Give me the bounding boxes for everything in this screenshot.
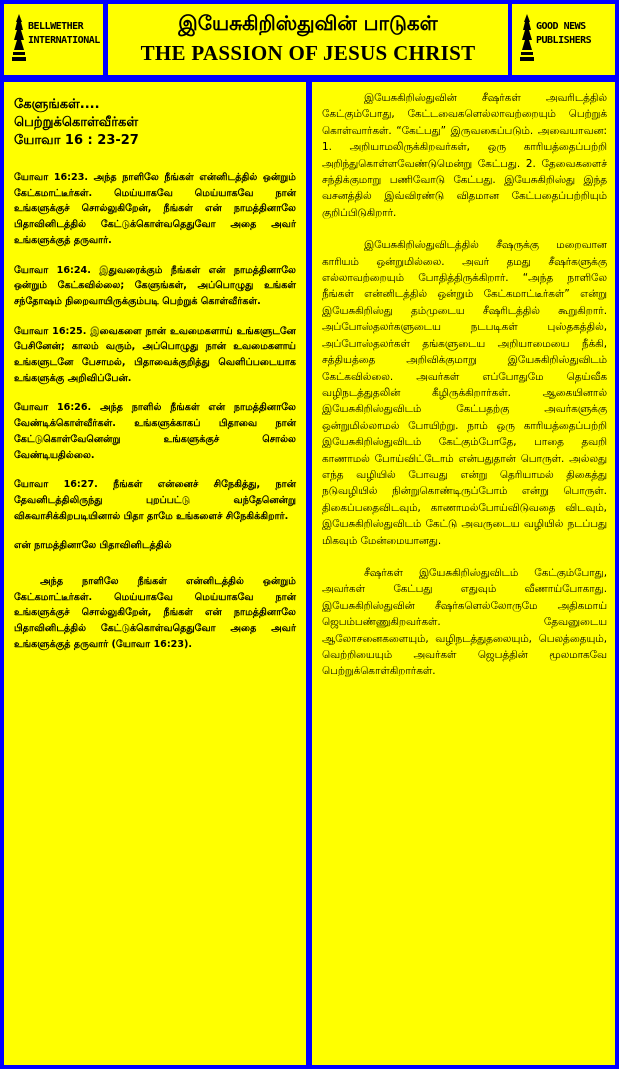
verse-16-26: யோவா 16:26. அந்த நாளில் நீங்கள் என் நாமத்தினாலே வேண்டிக்கொள்வீர்கள். உங்களுக்காகப் பிதாவை நான் கேட்டுகொள்வேனென்று உங்களுக்குச் சொல்ல வேண்டியதில்லை. xyxy=(14,402,296,461)
left-column xyxy=(4,82,306,1065)
bellwether-logo-icon xyxy=(12,14,26,62)
heading-line-2: பெற்றுக்கொள்வீர்கள் xyxy=(14,115,139,130)
good-news-logo-text xyxy=(536,20,591,48)
closing-verse: அந்த நாளிலே நீங்கள் என்னிடத்தில் ஒன்றும் கேட்கமாட்டீர்கள். மெய்யாகவே மெய்யாகவே நான் உங்களுக்குச் சொல்லுகிறேன், நீங்கள் என் நாமத்தினாலே பிதாவினிடத்தில் கேட்டுக்கொள்வதெதுவோ அதை அவர் உங்களுக்குத் தருவார் (யோவா 16:23). xyxy=(14,576,296,650)
tamil-title: இயேசுகிறிஸ்துவின் பாடுகள் xyxy=(178,11,438,35)
title-box xyxy=(108,4,508,75)
heading-reference: யோவா 16 : 23-27 xyxy=(14,133,139,148)
good-news-logo-box xyxy=(512,4,615,75)
english-title: THE PASSION OF JESUS CHRIST xyxy=(140,41,476,65)
good-news-logo-icon xyxy=(520,14,534,62)
commentary-paragraph-3: சீஷர்கள் இயேசுகிறிஸ்துவிடம் கேட்கும்போது, அவர்கள் கேட்பது எதுவும் வீணாய்போகாது. இயேசுகிறிஸ்துவின் சீஷர்களெல்லோருமே அதிகமாய் ஜெபம்பண்ணுகிறவர்கள். தேவனுடைய ஆலோசனைகளையும், வழிநடத்துதலையும், பெலத்தையும், வெற்றியையும் அவர்கள் ஜெபத்தின் மூலமாகவே பெற்றுக்கொள்கிறார்கள். xyxy=(322,566,607,678)
verse-16-24: யோவா 16:24. இதுவரைக்கும் நீங்கள் என் நாமத்தினாலே ஒன்றும் கேட்கவில்லை; கேளுங்கள், அப்பொழுது உங்கள் சந்தோஷம் நிறைவாயிருக்கும்படி பெற்றுக் கொள்வீர்கள். xyxy=(14,264,296,307)
verse-16-23: யோவா 16:23. அந்த நாளிலே நீங்கள் என்னிடத்தில் ஒன்றும் கேட்கமாட்டீர்கள். மெய்யாகவே மெய்யாகவே நான் உங்களுக்குச் சொல்லுகிறேன், நீங்கள் என் நாமத்தினாலே பிதாவினிடத்தில் கேட்டுக்கொள்வதெதுவோ அதை அவர் உங்களுக்குத் தருவார். xyxy=(14,172,296,246)
subheading: என் நாமத்தினாலே பிதாவினிடத்தில் xyxy=(14,540,172,552)
right-logo-line-2: PUBLISHERS xyxy=(536,35,592,46)
verse-16-27: யோவா 16:27. நீங்கள் என்னைச் சிநேகித்து, நான் தேவனிடத்திலிருந்து புறப்பட்டு வந்தேனென்று விசுவாசிக்கிறபடியினால் பிதா தாமே உங்களைச் சிநேகிக்கிறார். xyxy=(14,479,296,522)
bellwether-logo-text xyxy=(28,20,100,48)
commentary-paragraph-2: இயேசுகிறிஸ்துவிடத்தில் சீஷருக்கு மறைவான காரியம் ஒன்றுமில்லை. அவர் தமது சீஷர்களுக்கு எல்லாவற்றையும் போதித்திருக்கிறார். “அந்த நாளிலே நீங்கள் என்னிடத்தில் ஒன்றும் கேட்கமாட்டீர்கள்” என்று இயேசுகிறிஸ்து தம்முடைய சீஷரிடத்தில் கூறுகிறார். அப்போஸ்தலர்களுடைய நடபடிகள் புஸ்தகத்தில், அப்போஸ்தலர்கள் தங்களுடைய அறியாமையை நீக்கி, சத்தியத்தை அறிவிக்குமாறு இயேசுகிறிஸ்துவிடம் கேட்கவில்லை. அவர்கள் எப்போதுமே தெய்வீக வழிநடத்துதலின் கீழிருக்கிறார்கள். ஆகையினால் இயேசுகிறிஸ்துவிடம் கேட்பதற்கு அவர்களுக்கு ஒன்றுமில்லாமல் போயிற்று. நாம் ஒரு காரியத்தைப்பற்றி இயேசுகிறிஸ்துவிடம் கேட்கும்போதே, பாதை தவறி காணாமல் போய்விட்டோம் என்பதுதான் பொருள். அல்லது எந்த வழியில் போவது என்று தெரியாமல் திகைத்து நடுவழியில் நின்றுகொண்டிருப்போம் என்று பொருள். திகைப்பதைவிடவும், காணாமல்போய்விடுவதை விடவும், இயேசுகிறிஸ்துவிடம் கேட்டு அவருடைய வழியில் நடப்பது மிகவும் மேன்மையானது. xyxy=(322,239,607,547)
left-logo-line-1: BELLWETHER xyxy=(28,21,84,32)
commentary-paragraph-1: இயேசுகிறிஸ்துவின் சீஷர்கள் அவரிடத்தில் கேட்கும்போது, கேட்டவைகளெல்லாவற்றையும் பெற்றுக் கொள்வார்கள். “கேட்பது” இருவகைப்படும். அவையாவன: 1. அறியாமலிருக்கிறவர்கள், ஒரு காரியத்தைப்பற்றி அறிந்துகொள்ளவேண்டுமென்று கேட்பது. 2. தேவைகளைச் சந்திக்குமாறு பணிவோடு கேட்பது. இயேசுகிறிஸ்து இந்த வசனத்தில் இவ்விரண்டு விதமான கேட்பதைப்பற்றியும் குறிப்பிடுகிறார். xyxy=(322,92,607,219)
verse-16-25: யோவா 16:25. இவைகளை நான் உவமைகளாய் உங்களுடனே பேசினேன்; காலம் வரும், அப்பொழுது நான் உவமைகளாய் உங்களுடனே பேசாமல், பிதாவைக்குறித்து வெளிப்படையாக உங்களுக்கு அறிவிப்பேன். xyxy=(14,325,296,384)
heading-line-1: கேளுங்கள்.... xyxy=(14,97,100,112)
left-logo-line-2: INTERNATIONAL xyxy=(28,35,100,46)
bellwether-logo-box xyxy=(4,4,103,75)
right-logo-line-1: GOOD NEWS xyxy=(536,21,586,32)
left-heading xyxy=(14,96,296,150)
right-column xyxy=(312,82,615,1065)
